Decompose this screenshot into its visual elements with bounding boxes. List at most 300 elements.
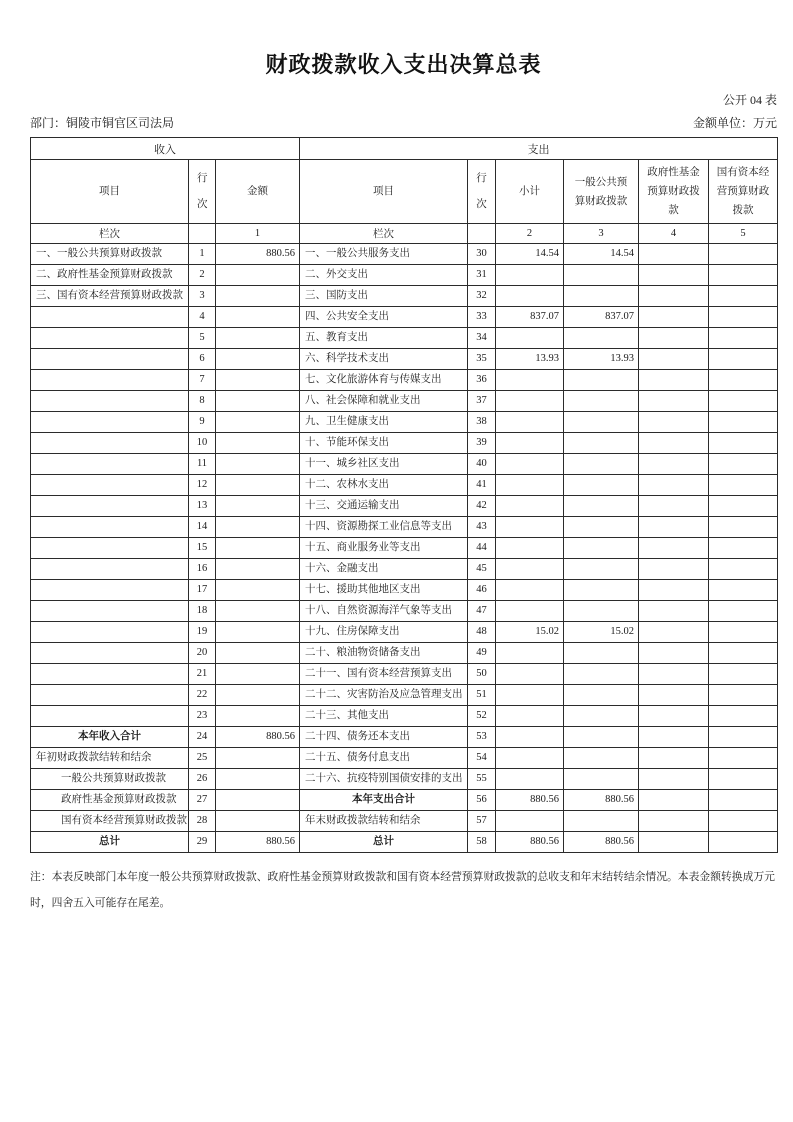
- expense-subtotal-cell: 15.02: [496, 622, 564, 643]
- table-row: [31, 391, 778, 412]
- expense-line-cell: 42: [468, 496, 496, 517]
- expense-general-budget-cell: [564, 643, 639, 664]
- expense-gov-fund-cell: [639, 706, 709, 727]
- expense-gov-fund-cell: [639, 622, 709, 643]
- expense-state-capital-cell: [709, 601, 778, 622]
- income-section-header: 收入: [31, 138, 300, 160]
- income-item-cell: [31, 370, 189, 391]
- expense-gov-fund-cell: [639, 748, 709, 769]
- income-amount-cell: [216, 370, 300, 391]
- table-row: [31, 748, 778, 769]
- expense-gov-fund-cell: [639, 727, 709, 748]
- income-line-cell: 20: [189, 643, 216, 664]
- expense-item-cell: 十六、金融支出: [300, 559, 468, 580]
- income-line-cell: 14: [189, 517, 216, 538]
- form-code-label: 公开 04 表: [722, 93, 777, 107]
- expense-line-cell: 45: [468, 559, 496, 580]
- expense-general-budget-cell: [564, 517, 639, 538]
- income-line-cell: 29: [189, 832, 216, 853]
- income-line-cell: 17: [189, 580, 216, 601]
- income-item-cell: [31, 580, 189, 601]
- expense-line-cell: 40: [468, 454, 496, 475]
- income-item-cell: [31, 349, 189, 370]
- income-line-header: 行次: [189, 160, 216, 224]
- expense-gov-fund-cell: [639, 307, 709, 328]
- expense-subtotal-cell: [496, 475, 564, 496]
- expense-state-capital-cell: [709, 790, 778, 811]
- table-row: [31, 349, 778, 370]
- table-row: [31, 517, 778, 538]
- income-amount-cell: [216, 601, 300, 622]
- income-line-cell: 15: [189, 538, 216, 559]
- expense-gov-fund-cell: [639, 559, 709, 580]
- expense-item-cell: 八、社会保障和就业支出: [300, 391, 468, 412]
- expense-state-capital-cell: [709, 832, 778, 853]
- income-item-cell: [31, 328, 189, 349]
- income-item-cell: [31, 622, 189, 643]
- income-item-cell: 三、国有资本经营预算财政拨款: [31, 286, 189, 307]
- expense-line-cell: 58: [468, 832, 496, 853]
- income-item-cell: [31, 475, 189, 496]
- income-amount-cell: [216, 454, 300, 475]
- expense-state-capital-cell: [709, 580, 778, 601]
- income-item-header: 项目: [31, 160, 189, 224]
- income-item-cell: [31, 601, 189, 622]
- expense-general-budget-cell: [564, 286, 639, 307]
- income-line-cell: 27: [189, 790, 216, 811]
- expense-line-cell: 32: [468, 286, 496, 307]
- expense-item-cell: 九、卫生健康支出: [300, 412, 468, 433]
- income-amount-cell: [216, 286, 300, 307]
- expense-gov-fund-cell: [639, 286, 709, 307]
- expense-state-capital-cell: [709, 496, 778, 517]
- expense-line-cell: 48: [468, 622, 496, 643]
- expense-state-capital-cell: [709, 769, 778, 790]
- expense-item-header: 项目: [300, 160, 468, 224]
- expense-general-budget-cell: [564, 664, 639, 685]
- expense-subtotal-cell: [496, 685, 564, 706]
- table-row: [31, 265, 778, 286]
- expense-gov-fund-cell: [639, 328, 709, 349]
- table-row: [31, 769, 778, 790]
- income-amount-cell: [216, 769, 300, 790]
- expense-general-budget-cell: [564, 706, 639, 727]
- expense-gov-fund-cell: [639, 538, 709, 559]
- table-row: [31, 685, 778, 706]
- footnote: 注：本表反映部门本年度一般公共预算财政拨款、政府性基金预算财政拨款和国有资本经营预算财政拨款的总收支和年末结转结余情况。本表金额转换成万元时，四舍五入可能存在尾差。: [30, 871, 775, 909]
- expense-item-cell: 十九、住房保障支出: [300, 622, 468, 643]
- income-amount-cell: [216, 265, 300, 286]
- expense-subtotal-cell: [496, 433, 564, 454]
- expense-state-capital-cell: [709, 538, 778, 559]
- income-amount-cell: [216, 643, 300, 664]
- expense-subtotal-cell: [496, 496, 564, 517]
- expense-state-capital-cell: [709, 622, 778, 643]
- expense-general-budget-cell: [564, 727, 639, 748]
- expense-subtotal-cell: 14.54: [496, 244, 564, 265]
- income-amount-cell: 880.56: [216, 244, 300, 265]
- expense-state-capital-cell: [709, 286, 778, 307]
- expense-gov-fund-cell: [639, 664, 709, 685]
- expense-subtotal-cell: [496, 559, 564, 580]
- income-item-cell: [31, 706, 189, 727]
- table-row: [31, 706, 778, 727]
- column-index-row: [31, 224, 778, 244]
- expense-subtotal-cell: [496, 811, 564, 832]
- expense-general-budget-cell: 13.93: [564, 349, 639, 370]
- income-line-cell: 24: [189, 727, 216, 748]
- expense-general-budget-cell: [564, 370, 639, 391]
- expense-subtotal-cell: [496, 706, 564, 727]
- expense-subtotal-cell: [496, 748, 564, 769]
- table-row: [31, 412, 778, 433]
- expense-line-cell: 35: [468, 349, 496, 370]
- column-index-4: 4: [639, 224, 709, 244]
- expense-gov-fund-cell: [639, 370, 709, 391]
- income-line-cell: 19: [189, 622, 216, 643]
- expense-subtotal-cell: [496, 664, 564, 685]
- expense-line-cell: 39: [468, 433, 496, 454]
- expense-state-capital-cell: [709, 454, 778, 475]
- table-row: [31, 664, 778, 685]
- expense-gov-fund-cell: [639, 433, 709, 454]
- income-amount-cell: [216, 790, 300, 811]
- table-body: [31, 244, 778, 853]
- income-line-cell: 13: [189, 496, 216, 517]
- expense-gov-fund-cell: [639, 769, 709, 790]
- expense-item-cell: 十五、商业服务业等支出: [300, 538, 468, 559]
- expense-gov-fund-cell: [639, 496, 709, 517]
- expense-gov-fund-cell: [639, 265, 709, 286]
- income-line-cell: 5: [189, 328, 216, 349]
- income-item-cell: [31, 517, 189, 538]
- column-index-2: 2: [496, 224, 564, 244]
- income-line-cell: 22: [189, 685, 216, 706]
- expense-subtotal-cell: [496, 454, 564, 475]
- expense-general-budget-cell: [564, 538, 639, 559]
- expense-gov-fund-cell: [639, 832, 709, 853]
- expense-item-cell: 二十五、债务付息支出: [300, 748, 468, 769]
- expense-line-cell: 53: [468, 727, 496, 748]
- expense-general-budget-cell: [564, 685, 639, 706]
- column-index-1: 1: [216, 224, 300, 244]
- table-row: [31, 496, 778, 517]
- expense-general-budget-cell: 880.56: [564, 790, 639, 811]
- expense-subtotal-cell: [496, 517, 564, 538]
- table-row: [31, 559, 778, 580]
- expense-item-cell: 一、一般公共服务支出: [300, 244, 468, 265]
- expense-gov-fund-cell: [639, 349, 709, 370]
- department-label: 部门：铜陵市铜官区司法局: [30, 116, 175, 130]
- expense-state-capital-cell: [709, 307, 778, 328]
- expense-general-budget-cell: [564, 265, 639, 286]
- income-amount-cell: 880.56: [216, 832, 300, 853]
- expense-line-cell: 38: [468, 412, 496, 433]
- expense-line-header: 行次: [468, 160, 496, 224]
- income-amount-cell: [216, 328, 300, 349]
- income-line-cell: 9: [189, 412, 216, 433]
- table-row: [31, 790, 778, 811]
- expense-gov-fund-cell: [639, 517, 709, 538]
- income-amount-cell: [216, 412, 300, 433]
- table-row: [31, 244, 778, 265]
- expense-general-budget-cell: [564, 433, 639, 454]
- expense-subtotal-cell: [496, 769, 564, 790]
- expense-subtotal-cell: 13.93: [496, 349, 564, 370]
- income-line-cell: 4: [189, 307, 216, 328]
- expense-item-cell: 十、节能环保支出: [300, 433, 468, 454]
- expense-line-cell: 52: [468, 706, 496, 727]
- expense-state-capital-cell: [709, 370, 778, 391]
- expense-gov-fund-cell: [639, 601, 709, 622]
- income-item-cell: [31, 559, 189, 580]
- expense-state-capital-cell: [709, 685, 778, 706]
- expense-gov-fund-cell: [639, 412, 709, 433]
- expense-line-cell: 41: [468, 475, 496, 496]
- expense-state-capital-header: 国有资本经营预算财政拨款: [709, 160, 778, 224]
- table-row: [31, 307, 778, 328]
- expense-line-cell: 31: [468, 265, 496, 286]
- expense-item-cell: 二十三、其他支出: [300, 706, 468, 727]
- expense-general-budget-cell: [564, 748, 639, 769]
- income-line-cell: 11: [189, 454, 216, 475]
- income-amount-cell: [216, 685, 300, 706]
- column-index-5: 5: [709, 224, 778, 244]
- expense-state-capital-cell: [709, 244, 778, 265]
- expense-line-cell: 56: [468, 790, 496, 811]
- empty-cell: [468, 224, 496, 244]
- expense-gov-fund-cell: [639, 391, 709, 412]
- expense-general-budget-cell: [564, 601, 639, 622]
- expense-gov-fund-cell: [639, 790, 709, 811]
- expense-subtotal-cell: [496, 265, 564, 286]
- income-item-cell: 政府性基金预算财政拨款: [31, 790, 189, 811]
- expense-gov-fund-cell: [639, 643, 709, 664]
- income-item-cell: 二、政府性基金预算财政拨款: [31, 265, 189, 286]
- table-row: [31, 580, 778, 601]
- fiscal-appropriation-table: [30, 137, 778, 853]
- expense-subtotal-cell: 880.56: [496, 790, 564, 811]
- expense-index-label: 栏次: [300, 224, 468, 244]
- income-amount-cell: [216, 307, 300, 328]
- expense-item-cell: 十三、交通运输支出: [300, 496, 468, 517]
- expense-gov-fund-cell: [639, 475, 709, 496]
- section-header-row: [31, 138, 778, 160]
- expense-line-cell: 49: [468, 643, 496, 664]
- income-line-cell: 12: [189, 475, 216, 496]
- income-amount-cell: [216, 349, 300, 370]
- income-index-label: 栏次: [31, 224, 189, 244]
- expense-state-capital-cell: [709, 349, 778, 370]
- table-row: [31, 286, 778, 307]
- income-amount-cell: [216, 475, 300, 496]
- expense-line-cell: 43: [468, 517, 496, 538]
- expense-line-cell: 57: [468, 811, 496, 832]
- expense-subtotal-cell: [496, 727, 564, 748]
- expense-state-capital-cell: [709, 748, 778, 769]
- expense-state-capital-cell: [709, 265, 778, 286]
- expense-section-header: 支出: [300, 138, 778, 160]
- expense-item-cell: 十七、援助其他地区支出: [300, 580, 468, 601]
- expense-line-cell: 34: [468, 328, 496, 349]
- expense-state-capital-cell: [709, 517, 778, 538]
- expense-item-cell: 年末财政拨款结转和结余: [300, 811, 468, 832]
- expense-item-cell: 十四、资源勘探工业信息等支出: [300, 517, 468, 538]
- income-item-cell: [31, 664, 189, 685]
- table-row: [31, 328, 778, 349]
- expense-gov-fund-cell: [639, 244, 709, 265]
- expense-state-capital-cell: [709, 706, 778, 727]
- income-line-cell: 21: [189, 664, 216, 685]
- income-line-cell: 6: [189, 349, 216, 370]
- income-amount-cell: 880.56: [216, 727, 300, 748]
- expense-general-budget-cell: [564, 475, 639, 496]
- empty-cell: [189, 224, 216, 244]
- expense-item-cell: 十二、农林水支出: [300, 475, 468, 496]
- column-index-3: 3: [564, 224, 639, 244]
- expense-item-cell: 十八、自然资源海洋气象等支出: [300, 601, 468, 622]
- income-item-cell: [31, 433, 189, 454]
- table-row: [31, 727, 778, 748]
- income-amount-cell: [216, 748, 300, 769]
- income-item-cell: [31, 685, 189, 706]
- expense-subtotal-cell: [496, 370, 564, 391]
- expense-state-capital-cell: [709, 811, 778, 832]
- expense-state-capital-cell: [709, 328, 778, 349]
- expense-state-capital-cell: [709, 433, 778, 454]
- expense-general-budget-cell: [564, 811, 639, 832]
- income-amount-cell: [216, 517, 300, 538]
- income-line-cell: 18: [189, 601, 216, 622]
- expense-subtotal-cell: [496, 601, 564, 622]
- income-amount-header: 金额: [216, 160, 300, 224]
- expense-subtotal-header: 小计: [496, 160, 564, 224]
- income-amount-cell: [216, 538, 300, 559]
- expense-gov-fund-cell: [639, 580, 709, 601]
- income-line-cell: 7: [189, 370, 216, 391]
- table-row: [31, 454, 778, 475]
- expense-item-cell: 四、公共安全支出: [300, 307, 468, 328]
- expense-item-cell: 本年支出合计: [300, 790, 468, 811]
- expense-state-capital-cell: [709, 559, 778, 580]
- income-line-cell: 25: [189, 748, 216, 769]
- expense-subtotal-cell: [496, 328, 564, 349]
- expense-subtotal-cell: 880.56: [496, 832, 564, 853]
- table-row: [31, 370, 778, 391]
- income-item-cell: [31, 454, 189, 475]
- expense-item-cell: 二十一、国有资本经营预算支出: [300, 664, 468, 685]
- expense-subtotal-cell: [496, 538, 564, 559]
- page-title: 财政拨款收入支出决算总表: [265, 52, 542, 77]
- expense-general-budget-cell: [564, 454, 639, 475]
- income-amount-cell: [216, 496, 300, 517]
- income-item-cell: 国有资本经营预算财政拨款: [31, 811, 189, 832]
- amount-unit-label: 金额单位：万元: [692, 116, 777, 130]
- income-amount-cell: [216, 664, 300, 685]
- income-amount-cell: [216, 580, 300, 601]
- expense-line-cell: 47: [468, 601, 496, 622]
- expense-general-budget-cell: 837.07: [564, 307, 639, 328]
- income-amount-cell: [216, 811, 300, 832]
- expense-state-capital-cell: [709, 664, 778, 685]
- expense-general-budget-cell: [564, 559, 639, 580]
- expense-general-budget-cell: [564, 769, 639, 790]
- expense-state-capital-cell: [709, 475, 778, 496]
- expense-item-cell: 三、国防支出: [300, 286, 468, 307]
- expense-line-cell: 36: [468, 370, 496, 391]
- expense-item-cell: 总计: [300, 832, 468, 853]
- income-item-cell: [31, 496, 189, 517]
- income-line-cell: 26: [189, 769, 216, 790]
- table-row: [31, 622, 778, 643]
- income-item-cell: [31, 391, 189, 412]
- expense-state-capital-cell: [709, 643, 778, 664]
- expense-general-budget-cell: 15.02: [564, 622, 639, 643]
- expense-gov-fund-header: 政府性基金预算财政拨款: [639, 160, 709, 224]
- expense-general-budget-cell: 880.56: [564, 832, 639, 853]
- table-row: [31, 601, 778, 622]
- expense-line-cell: 46: [468, 580, 496, 601]
- expense-item-cell: 二十、粮油物资储备支出: [300, 643, 468, 664]
- expense-general-budget-cell: [564, 328, 639, 349]
- expense-state-capital-cell: [709, 412, 778, 433]
- income-line-cell: 8: [189, 391, 216, 412]
- expense-line-cell: 55: [468, 769, 496, 790]
- column-header-row: [31, 160, 778, 224]
- income-line-cell: 28: [189, 811, 216, 832]
- expense-item-cell: 二十四、债务还本支出: [300, 727, 468, 748]
- expense-item-cell: 六、科学技术支出: [300, 349, 468, 370]
- income-item-cell: 一、一般公共预算财政拨款: [31, 244, 189, 265]
- table-row: [31, 832, 778, 853]
- income-item-cell: 本年收入合计: [31, 727, 189, 748]
- income-item-cell: [31, 412, 189, 433]
- expense-subtotal-cell: 837.07: [496, 307, 564, 328]
- income-line-cell: 23: [189, 706, 216, 727]
- expense-subtotal-cell: [496, 412, 564, 433]
- expense-gov-fund-cell: [639, 454, 709, 475]
- table-row: [31, 538, 778, 559]
- expense-item-cell: 二十六、抗疫特别国债安排的支出: [300, 769, 468, 790]
- income-item-cell: [31, 538, 189, 559]
- expense-line-cell: 30: [468, 244, 496, 265]
- table-row: [31, 433, 778, 454]
- expense-subtotal-cell: [496, 643, 564, 664]
- expense-general-budget-cell: [564, 391, 639, 412]
- income-amount-cell: [216, 433, 300, 454]
- income-amount-cell: [216, 391, 300, 412]
- expense-subtotal-cell: [496, 391, 564, 412]
- income-line-cell: 3: [189, 286, 216, 307]
- income-amount-cell: [216, 706, 300, 727]
- expense-gov-fund-cell: [639, 811, 709, 832]
- expense-subtotal-cell: [496, 286, 564, 307]
- expense-line-cell: 54: [468, 748, 496, 769]
- meta-row: [30, 116, 777, 131]
- expense-item-cell: 五、教育支出: [300, 328, 468, 349]
- expense-line-cell: 51: [468, 685, 496, 706]
- expense-line-cell: 37: [468, 391, 496, 412]
- income-line-cell: 16: [189, 559, 216, 580]
- income-line-cell: 10: [189, 433, 216, 454]
- income-item-cell: [31, 307, 189, 328]
- income-amount-cell: [216, 622, 300, 643]
- expense-state-capital-cell: [709, 727, 778, 748]
- expense-general-budget-header: 一般公共预算财政拨款: [564, 160, 639, 224]
- expense-subtotal-cell: [496, 580, 564, 601]
- income-item-cell: [31, 643, 189, 664]
- income-item-cell: 年初财政拨款结转和结余: [31, 748, 189, 769]
